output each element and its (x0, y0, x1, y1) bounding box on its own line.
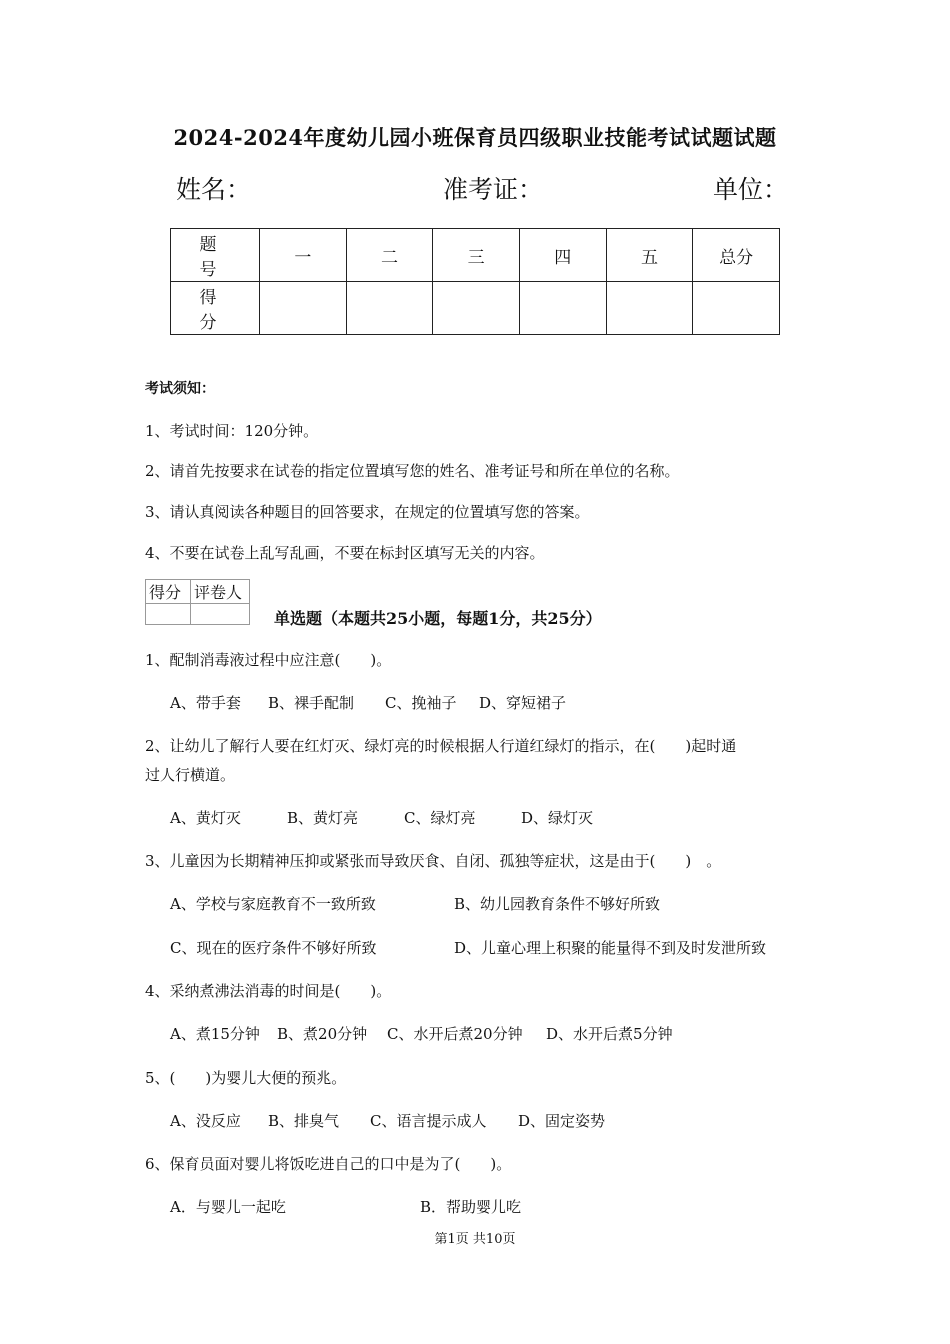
question-5-option-b: B、排臭气 (268, 1112, 340, 1130)
question-6-stem: 6、保育员面对婴儿将饭吃进自己的口中是为了( )。 (145, 1155, 512, 1173)
grader-reviewer-label: 评卷人 (191, 580, 250, 604)
score-cell-total[interactable] (693, 282, 780, 335)
question-5-option-c: C、语言提示成人 (370, 1112, 487, 1130)
score-header-5: 五 (606, 229, 693, 282)
score-cell-3[interactable] (433, 282, 520, 335)
score-cell-1[interactable] (260, 282, 347, 335)
question-2-option-d: D、绿灯灭 (521, 809, 594, 827)
question-5-stem: 5、( )为婴儿大便的预兆。 (145, 1069, 347, 1087)
question-2-option-a: A、黄灯灭 (170, 809, 241, 827)
question-1-option-c: C、挽袖子 (385, 694, 457, 712)
question-4-option-a: A、煮15分钟 (170, 1025, 260, 1043)
page-title: 2024-2024年度幼儿园小班保育员四级职业技能考试试题试题 (173, 125, 777, 150)
question-4-option-d: D、水开后煮5分钟 (546, 1025, 673, 1043)
question-1-option-b: B、裸手配制 (268, 694, 355, 712)
question-5-option-a: A、没反应 (170, 1112, 241, 1130)
question-2-stem-continued: 过人行横道。 (145, 766, 236, 784)
notice-item-1: 1、考试时间：120分钟。 (145, 422, 319, 440)
name-field-label: 姓名： (176, 175, 252, 204)
grader-reviewer-cell[interactable] (191, 604, 250, 625)
grader-score-cell[interactable] (146, 604, 191, 625)
score-header-4: 四 (519, 229, 606, 282)
section-title: 单选题（本题共25小题，每题1分，共25分） (274, 609, 602, 628)
score-row-label: 得 分 (171, 282, 260, 335)
score-header-2: 二 (346, 229, 433, 282)
unit-field-label: 单位： (713, 175, 789, 204)
question-2-option-b: B、黄灯亮 (287, 809, 359, 827)
page-footer: 第1页 共10页 (434, 1232, 516, 1247)
question-4-option-c: C、水开后煮20分钟 (387, 1025, 523, 1043)
score-table (170, 228, 780, 335)
notice-item-3: 3、请认真阅读各种题目的回答要求，在规定的位置填写您的答案。 (145, 503, 590, 521)
grader-box (145, 579, 250, 625)
question-1-stem: 1、配制消毒液过程中应注意( )。 (145, 651, 392, 669)
question-2-stem: 2、让幼儿了解行人要在红灯灭、绿灯亮的时候根据人行道红绿灯的指示，在( )起时通 (145, 737, 737, 755)
score-cell-5[interactable] (606, 282, 693, 335)
grader-score-label: 得分 (146, 580, 191, 604)
score-table-score-row (171, 282, 780, 335)
question-3-option-b: B、幼儿园教育条件不够好所致 (454, 895, 661, 913)
question-5-option-d: D、固定姿势 (518, 1112, 606, 1130)
question-4-option-b: B、煮20分钟 (277, 1025, 368, 1043)
score-cell-2[interactable] (346, 282, 433, 335)
notice-item-2: 2、请首先按要求在试卷的指定位置填写您的姓名、准考证号和所在单位的名称。 (145, 462, 680, 480)
score-header-total: 总分 (693, 229, 780, 282)
exam-id-field-label: 准考证： (443, 175, 544, 204)
score-header-3: 三 (433, 229, 520, 282)
score-header-question-no: 题 号 (171, 229, 260, 282)
question-1-option-d: D、穿短裙子 (479, 694, 567, 712)
question-3-option-c: C、现在的医疗条件不够好所致 (170, 939, 377, 957)
question-3-option-d: D、儿童心理上积聚的能量得不到及时发泄所致 (454, 939, 767, 957)
question-3-stem: 3、儿童因为长期精神压抑或紧张而导致厌食、自闭、孤独等症状，这是由于( ) 。 (145, 852, 722, 870)
notice-heading: 考试须知： (145, 381, 215, 397)
score-table-header-row (171, 229, 780, 282)
question-4-stem: 4、采纳煮沸法消毒的时间是( )。 (145, 982, 392, 1000)
notice-item-4: 4、不要在试卷上乱写乱画，不要在标封区填写无关的内容。 (145, 544, 545, 562)
question-2-option-c: C、绿灯亮 (404, 809, 476, 827)
question-1-option-a: A、带手套 (170, 694, 241, 712)
question-3-option-a: A、学校与家庭教育不一致所致 (170, 895, 376, 913)
score-cell-4[interactable] (519, 282, 606, 335)
score-header-1: 一 (260, 229, 347, 282)
question-6-option-b: B．帮助婴儿吃 (420, 1198, 522, 1216)
question-6-option-a: A．与婴儿一起吃 (170, 1198, 286, 1216)
